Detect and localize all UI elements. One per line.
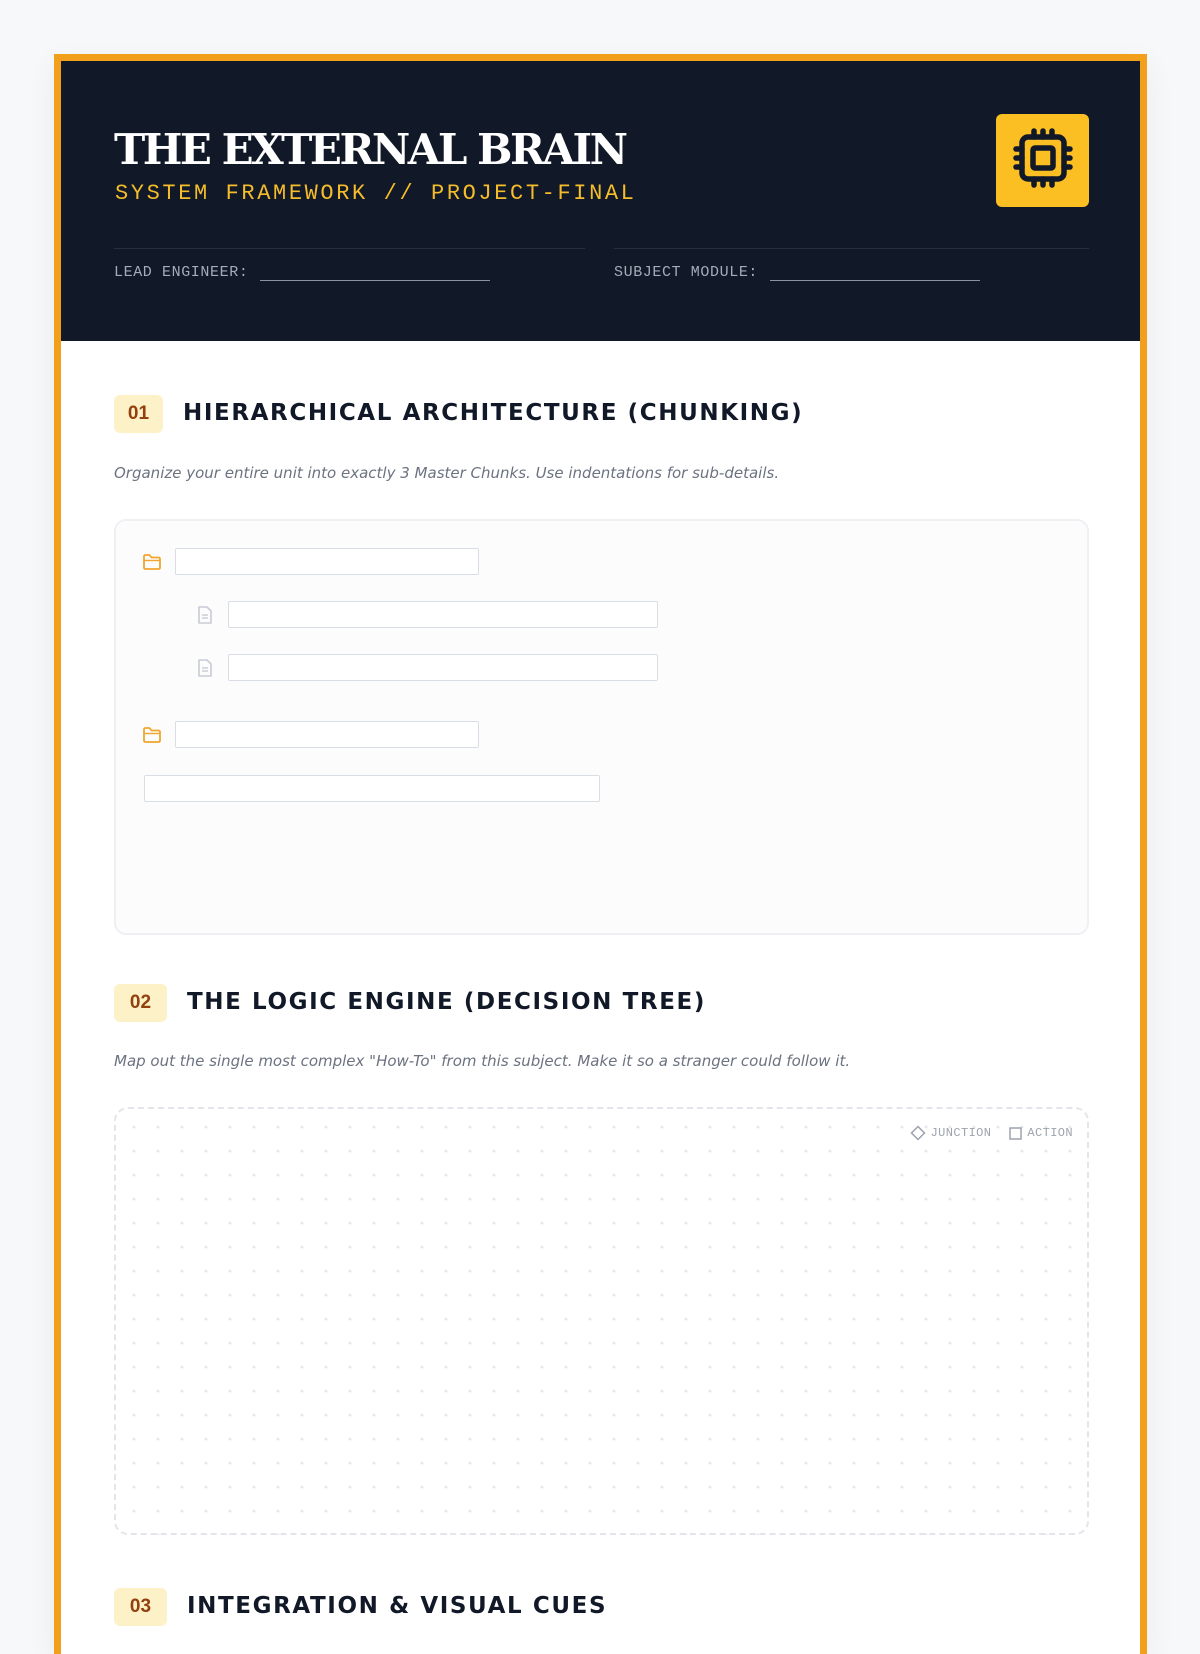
- legend-action-label: ACTION: [1027, 1126, 1073, 1140]
- folder-icon: [141, 724, 163, 746]
- chunk-row: [141, 721, 479, 748]
- subject-module-line[interactable]: [770, 280, 980, 281]
- sub-detail-input[interactable]: [228, 654, 658, 681]
- section-title: INTEGRATION & VISUAL CUES: [187, 1593, 608, 1619]
- subject-module-field[interactable]: [614, 248, 1089, 284]
- chip-badge: [996, 114, 1089, 207]
- chunk-outline-box: [114, 519, 1089, 935]
- sub-detail-row: [194, 654, 658, 681]
- lead-engineer-line[interactable]: [260, 280, 490, 281]
- section-number: 02: [114, 984, 167, 1022]
- sub-detail-row: [194, 601, 658, 628]
- legend-action: [1009, 1126, 1073, 1140]
- chunk-row: [141, 548, 479, 575]
- shape-legend: [892, 1125, 1073, 1141]
- chunk-input[interactable]: [175, 548, 479, 575]
- chunk-row: [144, 775, 600, 802]
- page-subtitle: SYSTEM FRAMEWORK // PROJECT-FINAL: [115, 181, 637, 206]
- decision-tree-canvas[interactable]: [114, 1107, 1089, 1535]
- chunk-input[interactable]: [144, 775, 600, 802]
- square-icon: [1009, 1127, 1022, 1140]
- legend-junction: [910, 1125, 992, 1141]
- page-title: THE EXTERNAL BRAIN: [114, 125, 626, 174]
- section-title: HIERARCHICAL ARCHITECTURE (CHUNKING): [183, 400, 804, 426]
- chunk-input[interactable]: [175, 721, 479, 748]
- section-number: 03: [114, 1588, 167, 1626]
- worksheet-page: [54, 54, 1147, 1654]
- section-description: Organize your entire unit into exactly 3 Master Chunks. Use indentations for sub-details.: [114, 464, 780, 482]
- section-description: Map out the single most complex "How-To" from this subject. Make it so a stranger could follow it.: [114, 1052, 851, 1070]
- sub-detail-input[interactable]: [228, 601, 658, 628]
- cpu-chip-icon: [1012, 127, 1074, 194]
- legend-junction-label: JUNCTION: [930, 1126, 992, 1140]
- diamond-icon: [910, 1125, 926, 1141]
- lead-engineer-field[interactable]: [114, 248, 585, 284]
- document-icon: [194, 657, 216, 679]
- document-icon: [194, 604, 216, 626]
- section-number: 01: [114, 395, 163, 433]
- subject-module-label: SUBJECT MODULE:: [614, 264, 759, 281]
- worksheet-header: [61, 61, 1140, 341]
- section-title: THE LOGIC ENGINE (DECISION TREE): [187, 989, 706, 1015]
- lead-engineer-label: LEAD ENGINEER:: [114, 264, 249, 281]
- folder-icon: [141, 551, 163, 573]
